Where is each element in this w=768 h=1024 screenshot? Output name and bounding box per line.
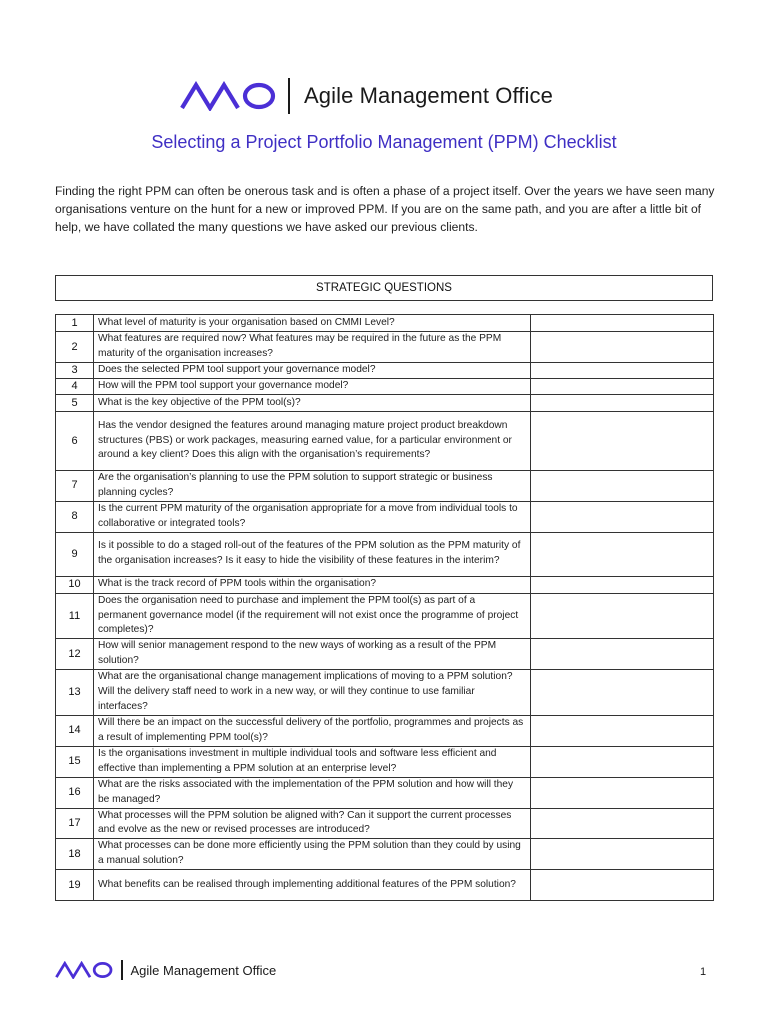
question-number: 5 — [56, 395, 94, 412]
question-text: What is the key objective of the PPM tool(s)? — [94, 395, 531, 412]
answer-cell[interactable] — [531, 363, 714, 379]
header-logo — [180, 76, 553, 116]
answer-cell[interactable] — [531, 670, 714, 716]
question-row — [56, 593, 714, 639]
answer-cell[interactable] — [531, 870, 714, 901]
question-number: 16 — [56, 777, 94, 808]
question-number: 18 — [56, 839, 94, 870]
question-row — [56, 576, 714, 593]
question-text: What benefits can be realised through implementing additional features of the PPM solution? — [94, 870, 531, 901]
question-number: 13 — [56, 670, 94, 716]
question-row — [56, 715, 714, 746]
question-row — [56, 315, 714, 332]
question-row — [56, 412, 714, 471]
answer-cell[interactable] — [531, 593, 714, 639]
answer-cell[interactable] — [531, 746, 714, 777]
answer-cell[interactable] — [531, 777, 714, 808]
question-row — [56, 639, 714, 670]
page-title: Selecting a Project Portfolio Management (PPM) Checklist — [151, 132, 617, 152]
question-row — [56, 532, 714, 576]
footer-divider — [121, 960, 123, 980]
answer-cell[interactable] — [531, 315, 714, 332]
question-text: Does the organisation need to purchase and implement the PPM tool(s) as part of a permanent governance model (if the requirement will not exist once the programme of project completes)? — [94, 593, 531, 639]
section-header — [55, 275, 713, 301]
question-row — [56, 332, 714, 363]
question-text: Is it possible to do a staged roll-out of the features of the PPM solution as the PPM maturity of the organisation increases? Is it easy to hide the visibility of these features in the interim? — [94, 532, 531, 576]
question-number: 8 — [56, 501, 94, 532]
footer-logo — [55, 958, 276, 982]
question-row — [56, 379, 714, 395]
question-number: 1 — [56, 315, 94, 332]
question-number: 9 — [56, 532, 94, 576]
answer-cell[interactable] — [531, 501, 714, 532]
question-row — [56, 746, 714, 777]
page-number: 1 — [700, 966, 707, 978]
question-text: Is the current PPM maturity of the organisation appropriate for a move from individual tools to collaborative or integrated tools? — [94, 501, 531, 532]
question-number: 10 — [56, 576, 94, 593]
question-text: Is the organisations investment in multiple individual tools and software less efficient and effective than implementing a PPM solution at an enterprise level? — [94, 746, 531, 777]
question-row — [56, 501, 714, 532]
question-row — [56, 363, 714, 379]
question-row — [56, 777, 714, 808]
question-number: 7 — [56, 471, 94, 502]
answer-cell[interactable] — [531, 332, 714, 363]
question-row — [56, 839, 714, 870]
question-number: 19 — [56, 870, 94, 901]
amo-logo-icon — [55, 961, 113, 979]
question-text: What processes can be done more efficiently using the PPM solution than they could by using a manual solution? — [94, 839, 531, 870]
answer-cell[interactable] — [531, 715, 714, 746]
answer-cell[interactable] — [531, 576, 714, 593]
answer-cell[interactable] — [531, 412, 714, 471]
answer-cell[interactable] — [531, 379, 714, 395]
question-row — [56, 395, 714, 412]
question-number: 11 — [56, 593, 94, 639]
question-number: 6 — [56, 412, 94, 471]
section-title: STRATEGIC QUESTIONS — [316, 282, 452, 294]
answer-cell[interactable] — [531, 639, 714, 670]
question-text: Are the organisation’s planning to use the PPM solution to support strategic or business planning cycles? — [94, 471, 531, 502]
question-text: Will there be an impact on the successful delivery of the portfolio, programmes and projects as a result of implementing PPM tool(s)? — [94, 715, 531, 746]
question-row — [56, 870, 714, 901]
answer-cell[interactable] — [531, 839, 714, 870]
question-text: What level of maturity is your organisation based on CMMI Level? — [94, 315, 531, 332]
question-text: Has the vendor designed the features around managing mature project product breakdown structures (PBS) or work packages, measuring earned value, for a particular environment or around a key client? Does this align with the organisation’s requirements? — [94, 412, 531, 471]
questions-table — [55, 314, 714, 901]
question-row — [56, 471, 714, 502]
answer-cell[interactable] — [531, 395, 714, 412]
answer-cell[interactable] — [531, 471, 714, 502]
question-number: 17 — [56, 808, 94, 839]
question-text: Does the selected PPM tool support your governance model? — [94, 363, 531, 379]
question-number: 2 — [56, 332, 94, 363]
footer-brand-name: Agile Management Office — [130, 962, 277, 978]
question-row — [56, 808, 714, 839]
brand-name: Agile Management Office — [304, 83, 553, 108]
question-text: What features are required now? What features may be required in the future as the PPM maturity of the organisation increases? — [94, 332, 531, 363]
amo-logo-icon — [180, 81, 276, 111]
answer-cell[interactable] — [531, 532, 714, 576]
question-text: What are the risks associated with the implementation of the PPM solution and how will they be managed? — [94, 777, 531, 808]
intro-paragraph: Finding the right PPM can often be onerous task and is often a phase of a project itself. Over the years we have seen many organisations venture on the hunt for a new or improved PPM. If you are on the same path, and you are after a little bit of help, we have collated the many questions we have asked our previous clients. — [55, 184, 715, 234]
question-number: 12 — [56, 639, 94, 670]
question-text: What is the track record of PPM tools within the organisation? — [94, 576, 531, 593]
question-text: What are the organisational change management implications of moving to a PPM solution? Will the delivery staff need to work in a new way, or will they continue to use familiar interfaces? — [94, 670, 531, 716]
question-row — [56, 670, 714, 716]
logo-divider — [288, 78, 290, 114]
answer-cell[interactable] — [531, 808, 714, 839]
question-number: 4 — [56, 379, 94, 395]
question-number: 15 — [56, 746, 94, 777]
question-text: How will the PPM tool support your governance model? — [94, 379, 531, 395]
question-number: 3 — [56, 363, 94, 379]
question-number: 14 — [56, 715, 94, 746]
question-text: What processes will the PPM solution be aligned with? Can it support the current processes and evolve as the new or revised processes are introduced? — [94, 808, 531, 839]
question-text: How will senior management respond to the new ways of working as a result of the PPM solution? — [94, 639, 531, 670]
